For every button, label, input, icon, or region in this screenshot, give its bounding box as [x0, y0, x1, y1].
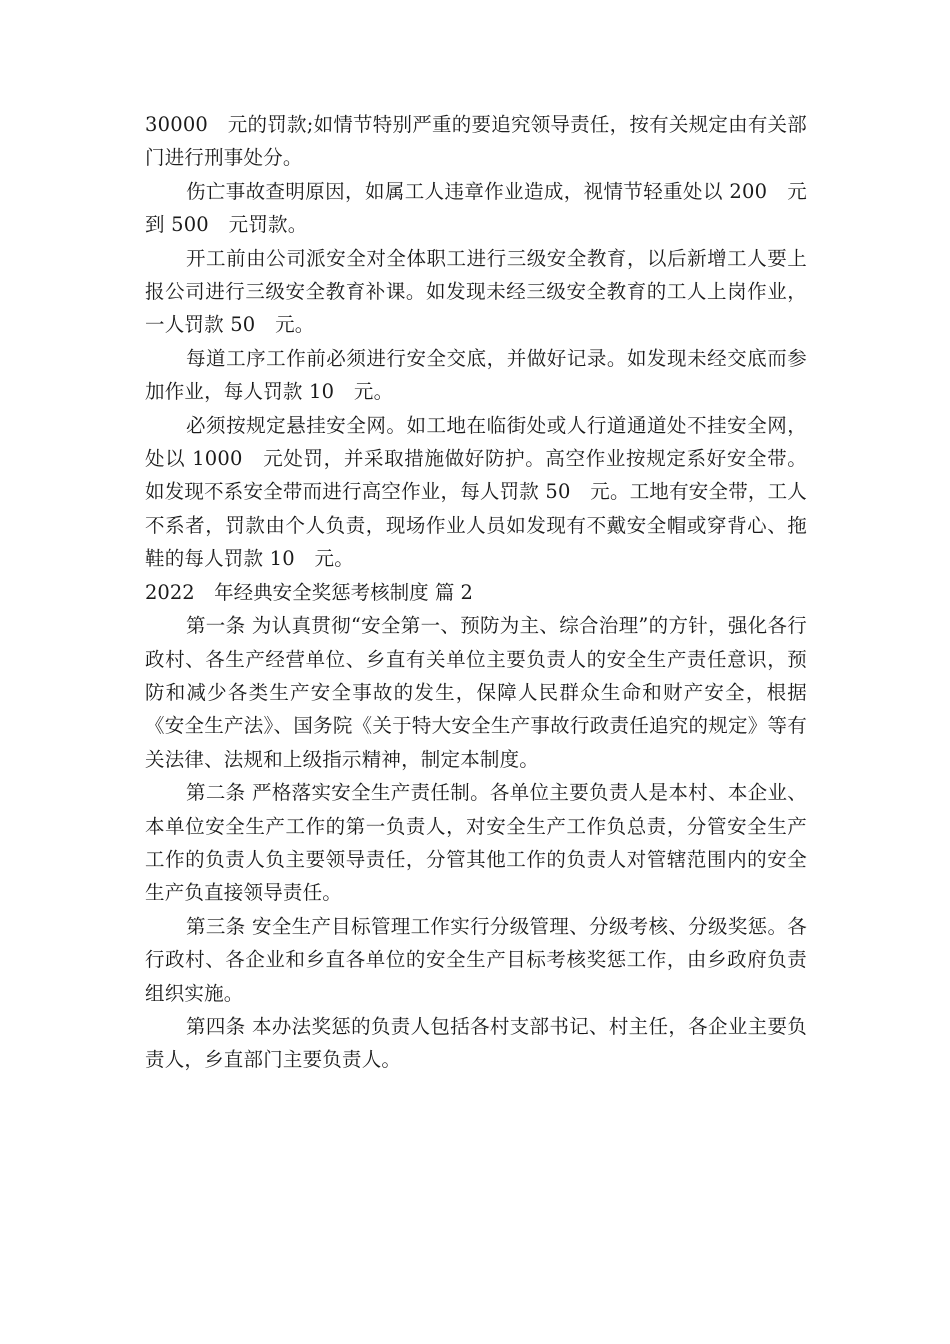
paragraph-safety-net: 必须按规定悬挂安全网。如工地在临街处或人行道通道处不挂安全网，处以 1000 元处罚，并采取措施做好防护。高空作业按规定系好安全带。如发现不系安全带而进行高空作业，每人罚款 50 元。工地有安全带，工人不系者，罚款由个人负责，现场作业人员如发现有不戴安全帽或穿背心、拖鞋的每人罚款 10 元。: [145, 413, 808, 571]
section-heading: 2022 年经典安全奖惩考核制度 篇 2: [145, 580, 473, 604]
paragraph-safety-briefing: 每道工序工作前必须进行安全交底，并做好记录。如发现未经交底而参加作业，每人罚款 10 元。: [145, 346, 807, 404]
article-2: 第二条 严格落实安全生产责任制。各单位主要负责人是本村、本企业、本单位安全生产工作的第一负责人，对安全生产工作负总责，分管安全生产工作的负责人负主要领导责任，分管其他工作的负责人对管辖范围内的安全生产负直接领导责任。: [145, 781, 807, 905]
document-page: [145, 108, 807, 1077]
paragraph-casualty-accident: 伤亡事故查明原因，如属工人违章作业造成，视情节轻重处以 200 元到 500 元罚款。: [145, 179, 807, 237]
paragraph-fine-continuation: 30000 元的罚款;如情节特别严重的要追究领导责任，按有关规定由有关部门进行刑事处分。: [145, 113, 807, 170]
paragraph-safety-education: 开工前由公司派安全对全体职工进行三级安全教育，以后新增工人要上报公司进行三级安全教育补课。如发现未经三级安全教育的工人上岗作业，一人罚款 50 元。: [145, 246, 807, 337]
article-3: 第三条 安全生产目标管理工作实行分级管理、分级考核、分级奖惩。各行政村、各企业和乡直各单位的安全生产目标考核奖惩工作，由乡政府负责组织实施。: [145, 914, 807, 1005]
article-1: 第一条 为认真贯彻“安全第一、预防为主、综合治理”的方针，强化各行政村、各生产经营单位、乡直有关单位主要负责人的安全生产责任意识，预防和减少各类生产安全事故的发生，保障人民群众生命和财产安全，根据《安全生产法》、国务院《关于特大安全生产事故行政责任追究的规定》等有关法律、法规和上级指示精神，制定本制度。: [145, 614, 807, 771]
article-4: 第四条 本办法奖惩的负责人包括各村支部书记、村主任，各企业主要负责人，乡直部门主要负责人。: [145, 1014, 807, 1072]
